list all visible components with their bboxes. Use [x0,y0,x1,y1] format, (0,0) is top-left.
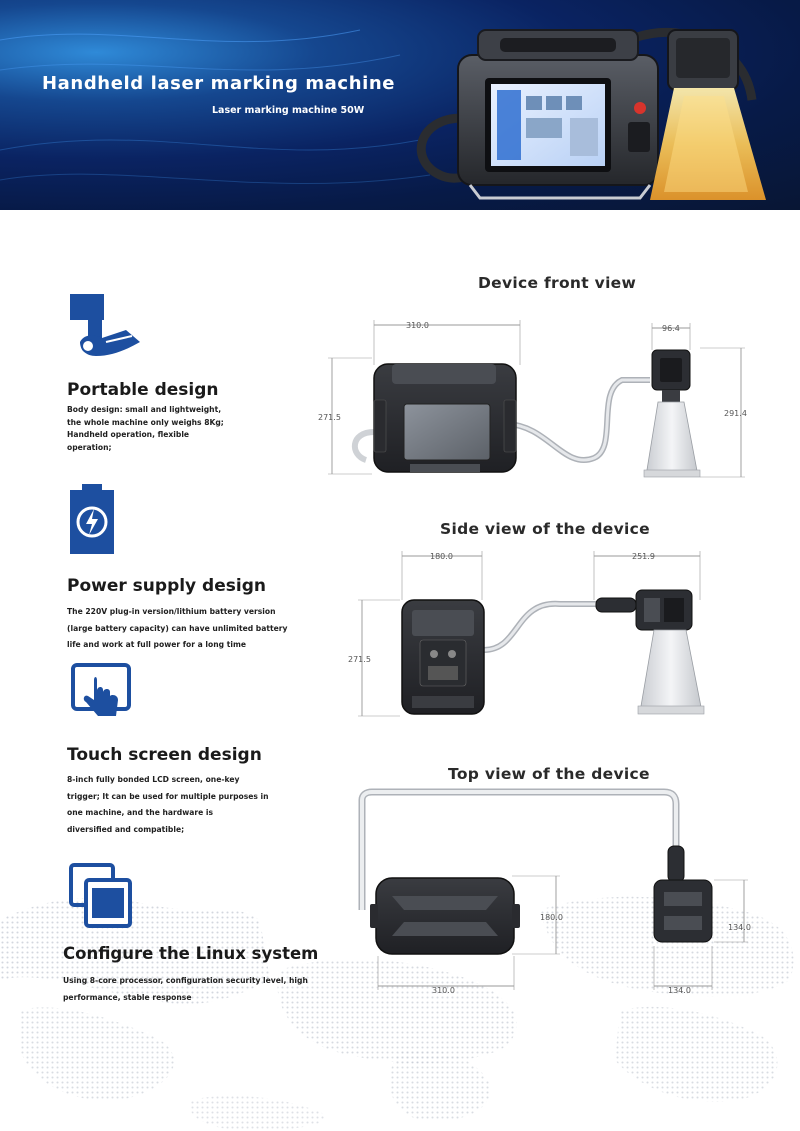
feature-title-power: Power supply design [67,576,266,596]
feature-desc-line: one machine, and the hardware is [67,808,214,817]
feature-desc-line: diversified and compatible; [67,824,185,834]
feature-title-linux: Configure the Linux system [63,944,319,963]
feature-desc-line: The 220V plug-in version/lithium battery version [67,607,276,616]
side-view-title: Side view of the device [440,520,650,538]
feature-desc-line: 8-inch fully bonded LCD screen, one-key [67,775,240,784]
top-view-drawing [362,792,748,990]
top-view-title: Top view of the device [448,765,650,783]
feature-title-portable: Portable design [67,380,219,400]
feature-desc-line: operation; [67,442,112,452]
feature-desc-line: trigger; It can be used for multiple purposes in [67,791,269,801]
side-main-height-label: 271.5 [348,655,371,664]
front-view-drawing [328,320,745,477]
feature-desc-line: performance, stable response [63,993,192,1002]
feature-desc-line: life and work at full power for a long time [67,640,247,649]
feature-desc-line: Handheld operation, flexible [67,430,190,440]
front-gun-height-label: 291.4 [724,409,747,418]
front-main-height-label: 271.5 [318,413,341,422]
side-main-depth-label: 180.0 [430,552,453,561]
feature-title-touch: Touch screen design [67,745,262,765]
banner-subtitle: Laser marking machine 50W [212,105,365,116]
front-view-title: Device front view [478,274,637,292]
feature-desc-line: Using 8-core processor, configuration security level, high [63,976,308,985]
front-main-width-label: 310.0 [406,321,429,330]
top-gun-depth-label: 134.0 [728,923,751,932]
top-main-depth-label: 180.0 [540,913,563,922]
feature-desc-line: Body design: small and lightweight, [67,405,222,414]
top-main-width-label: 310.0 [432,986,455,995]
side-view-drawing [358,551,704,716]
feature-desc-line: (large battery capacity) can have unlimited battery [67,623,288,633]
front-gun-width-label: 96.4 [662,324,680,333]
feature-desc-line: the whole machine only weighs 8Kg; [67,417,224,427]
side-gun-length-label: 251.9 [632,552,655,561]
banner-title: Handheld laser marking machine [42,73,396,94]
top-gun-width-label: 134.0 [668,986,691,995]
